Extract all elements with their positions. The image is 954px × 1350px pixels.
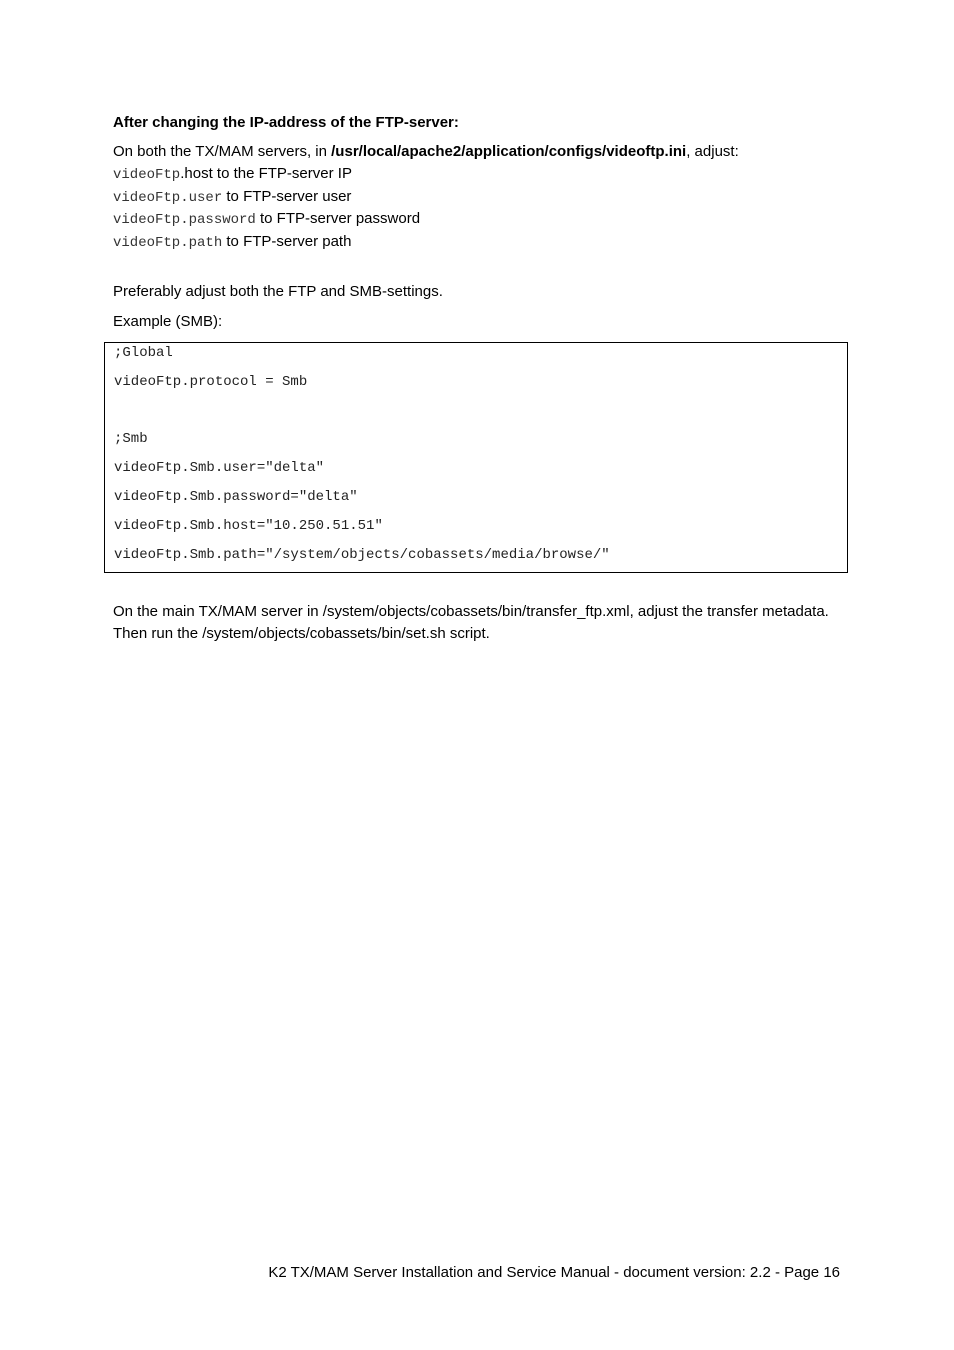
setting-key: videoFtp — [113, 167, 181, 183]
intro-text-before: On both the TX/MAM servers, in — [113, 143, 332, 160]
setting-description: to FTP-server password — [255, 210, 421, 228]
code-line: videoFtp.protocol = Smb — [114, 373, 308, 390]
settings-item-password — [113, 210, 420, 233]
setting-description: .host to the FTP-server IP — [180, 165, 352, 182]
config-file-path: /usr/local/apache2/application/configs/videoftp.ini — [331, 143, 687, 160]
intro-text-after: , adjust: — [686, 143, 739, 160]
code-line: ;Global — [114, 345, 173, 361]
page-footer: K2 TX/MAM Server Installation and Service Manual - document version: 2.2 - Page 16 — [268, 1264, 840, 1281]
example-label: Example (SMB): — [113, 313, 223, 330]
code-line: videoFtp.Smb.password="delta" — [114, 488, 358, 505]
setting-key: videoFtp.password — [113, 212, 256, 229]
setting-key: videoFtp.user — [113, 189, 223, 206]
settings-list — [113, 165, 420, 255]
code-line — [114, 402, 847, 431]
code-line: ;Smb — [114, 431, 148, 448]
setting-key: videoFtp.path — [113, 234, 223, 251]
settings-item-host — [113, 165, 420, 188]
closing-paragraph: On the main TX/MAM server in /system/objects/cobassets/bin/transfer_ftp.xml, adjust the transfer metadata. Then run the /system/objects/cobassets/bin/set.sh script. — [113, 603, 829, 642]
code-line: videoFtp.Smb.host="10.250.51.51" — [114, 517, 383, 534]
code-line: videoFtp.Smb.user="delta" — [114, 460, 325, 477]
setting-description: to FTP-server path — [222, 232, 352, 250]
code-example-box — [104, 342, 848, 573]
settings-item-path — [113, 233, 420, 256]
settings-item-user — [113, 188, 420, 211]
code-line: videoFtp.Smb.path="/system/objects/cobassets/media/browse/" — [114, 546, 610, 563]
section-heading: After changing the IP-address of the FTP-server: — [113, 114, 459, 131]
intro-paragraph — [113, 143, 739, 161]
preferably-paragraph: Preferably adjust both the FTP and SMB-settings. — [113, 283, 443, 300]
setting-description: to FTP-server user — [222, 187, 352, 205]
